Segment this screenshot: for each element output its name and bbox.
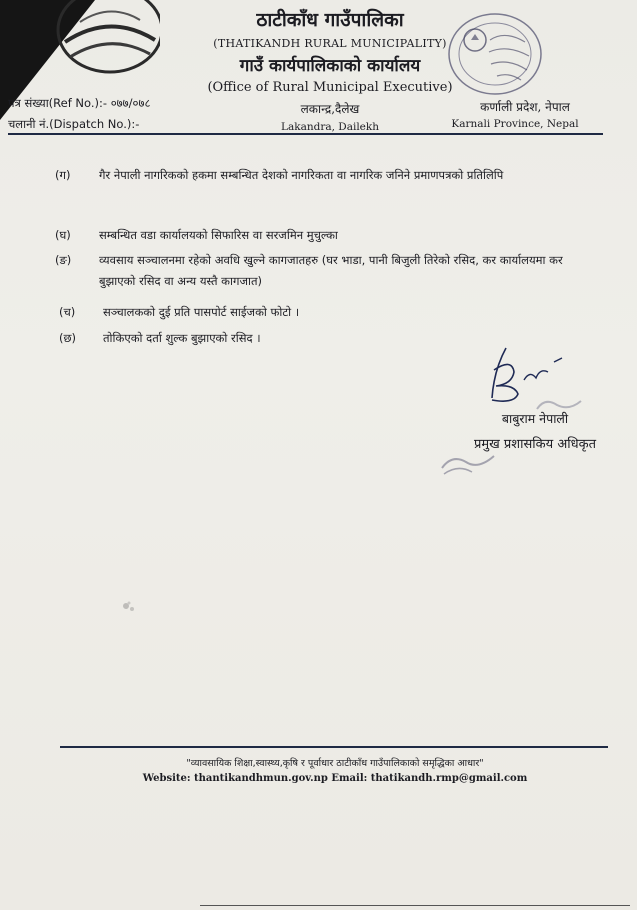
page-bottom-line [200,905,630,906]
office-name-english: (Office of Rural Municipal Executive) [207,80,453,95]
ref-label: पत्र संख्या(Ref No.):- [8,96,108,110]
municipality-name-nepali: ठाटीकाँध गाउँपालिका [256,9,404,31]
place-english: Lakandra, Dailekh [280,121,380,133]
signatory-name: बाबुराम नेपाली [501,411,569,426]
ref-value: ०७७/०७८ [110,96,151,110]
header-divider [8,133,603,135]
list-item-marker: (घ) [55,228,71,242]
footer-divider [60,746,608,748]
footer-slogan: "व्यावसायिक शिक्षा,स्वास्थ्य,कृषि र पूर्वाधार ठाटीकाँध गाउँपालिकाको समृद्धिका आधार" [186,758,484,769]
office-seal-icon [445,10,545,98]
list-item-marker: (ङ) [55,253,72,267]
place-nepali: लकान्द्र,दैलेख [300,102,360,116]
province-english: Karnali Province, Nepal [451,118,579,130]
signatory-title: प्रमुख प्रशासकिय अधिकृत [473,437,597,452]
list-item-text: तोकिएको दर्ता शुल्क बुझाएको रसिद । [103,331,261,345]
list-item-marker: (छ) [59,331,77,345]
ref-number [8,96,150,111]
municipality-logo-icon [40,0,160,77]
dispatch-label: चलानी नं.(Dispatch No.):- [8,117,140,131]
ink-smudge [118,598,140,616]
designation-stamp-mark [438,448,498,476]
municipality-name-english: (THATIKANDH RURAL MUNICIPALITY) [213,37,447,50]
province-nepali: कर्णाली प्रदेश, नेपाल [480,100,570,114]
list-item-marker: (ग) [55,168,71,182]
list-item-marker: (च) [59,305,76,319]
list-item-text: सम्बन्धित वडा कार्यालयको सिफारिस वा सरजमिन मुचुल्का [99,228,338,242]
list-item-text: सञ्चालकको दुई प्रति पासपोर्ट साईजको फोटो । [103,305,300,319]
dispatch-number [8,117,139,132]
list-item-text: गैर नेपाली नागरिकको हकमा सम्बन्धित देशको नागरिकता वा नागरिक जनिने प्रमाणपत्रको प्रतिलिपि [99,168,504,182]
list-item-text: व्यवसाय सञ्चालनमा रहेको अवधि खुल्ने कागजातहरु (घर भाडा, पानी बिजुली तिरेको रसिद, कर कार्यालयमा कर बुझाएको रसिद वा अन्य यस्तै कागजात) [99,253,563,288]
office-name-nepali: गाउँ कार्यपालिकाको कार्यालय [239,56,421,76]
footer-contact: Website: thantikandhmun.gov.np Email: thatikandh.rmp@gmail.com [142,773,528,784]
